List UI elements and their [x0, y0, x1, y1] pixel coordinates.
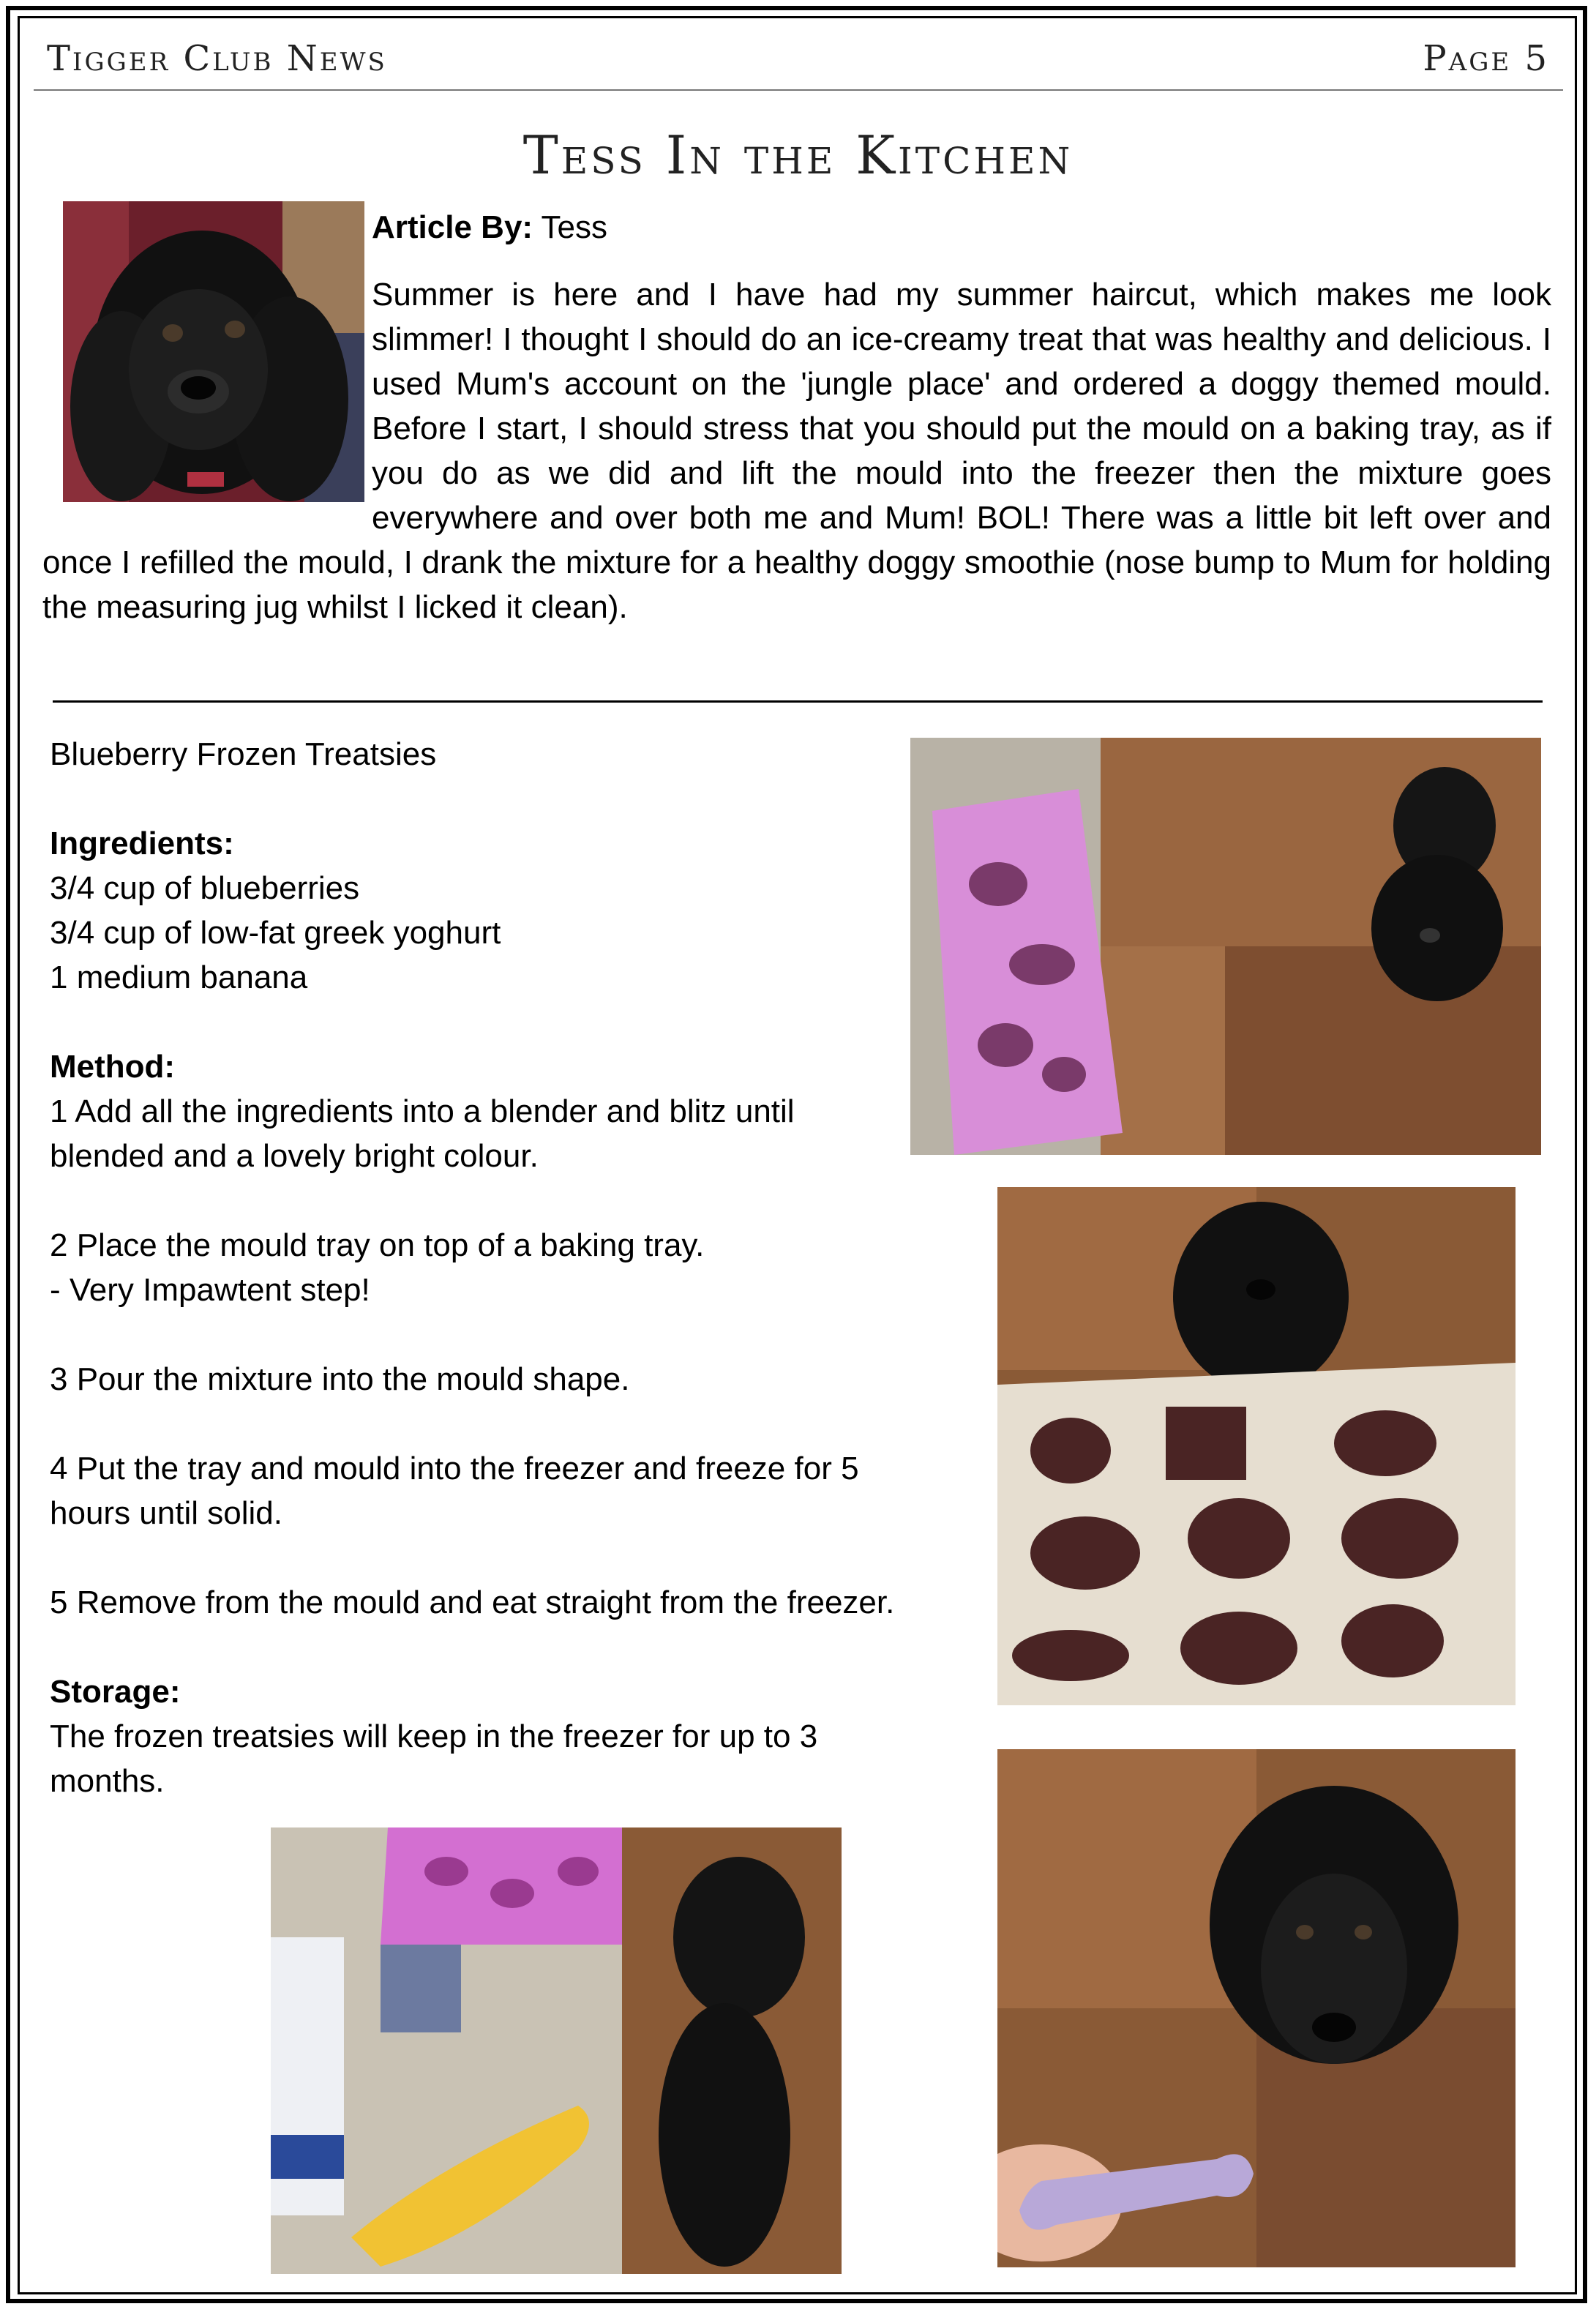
ingredients-heading: Ingredients:	[50, 826, 234, 861]
finished-treats-photo	[997, 1187, 1516, 1705]
section-divider	[53, 700, 1543, 703]
ingredient-item: 1 medium banana	[50, 959, 308, 995]
portrait-wrap-space	[42, 272, 372, 528]
article-title: Tess In the Kitchen	[522, 124, 1074, 186]
intro-text: Summer is here and I have had my summer haircut, which makes me look slimmer! I thought I should do an ice-creamy treat that was healthy and delicious. I used Mum's account on the 'jungle place' and ordered a doggy themed mould. Before I start, I should stress that you should put the mould on a baking tray, as if you do as we did and lift the mould into the freezer then the mixture goes everywhere and over both me and Mum! BOL! There was a little bit left over and once I refilled the mould, I drank the mixture for a healthy doggy smoothie (nose bump to Mum for holding the measuring jug whilst I licked it clean).	[42, 277, 1551, 625]
method-step: 3 Pour the mixture into the mould shape.	[50, 1361, 630, 1397]
method-heading: Method:	[50, 1049, 176, 1085]
method-step-note: - Very Impawtent step!	[50, 1272, 370, 1308]
header-divider	[34, 89, 1563, 91]
ingredients-and-dog-photo	[271, 1827, 842, 2274]
byline	[372, 205, 607, 250]
dog-with-treat-photo	[997, 1749, 1516, 2267]
recipe-name: Blueberry Frozen Treatsies	[50, 736, 437, 772]
ingredient-item: 3/4 cup of blueberries	[50, 870, 360, 906]
method-step: 1 Add all the ingredients into a blender and blitz until blended and a lovely bright colour.	[50, 1093, 795, 1174]
page-number: Page 5	[1423, 38, 1549, 79]
recipe	[50, 732, 899, 1803]
method-step: 5 Remove from the mould and eat straight from the freezer.	[50, 1585, 895, 1620]
mould-and-dog-photo	[910, 738, 1541, 1155]
intro-paragraph	[42, 272, 1551, 629]
newsletter-name: Tigger Club News	[47, 38, 387, 79]
byline-label: Article By:	[372, 209, 533, 245]
method-step: 2 Place the mould tray on top of a baking tray.	[50, 1227, 705, 1263]
byline-author: Tess	[533, 209, 607, 245]
method-step: 4 Put the tray and mould into the freezer and freeze for 5 hours until solid.	[50, 1451, 859, 1531]
storage-heading: Storage:	[50, 1674, 181, 1710]
ingredient-item: 3/4 cup of low-fat greek yoghurt	[50, 915, 501, 951]
storage-text: The frozen treatsies will keep in the freezer for up to 3 months.	[50, 1718, 818, 1799]
